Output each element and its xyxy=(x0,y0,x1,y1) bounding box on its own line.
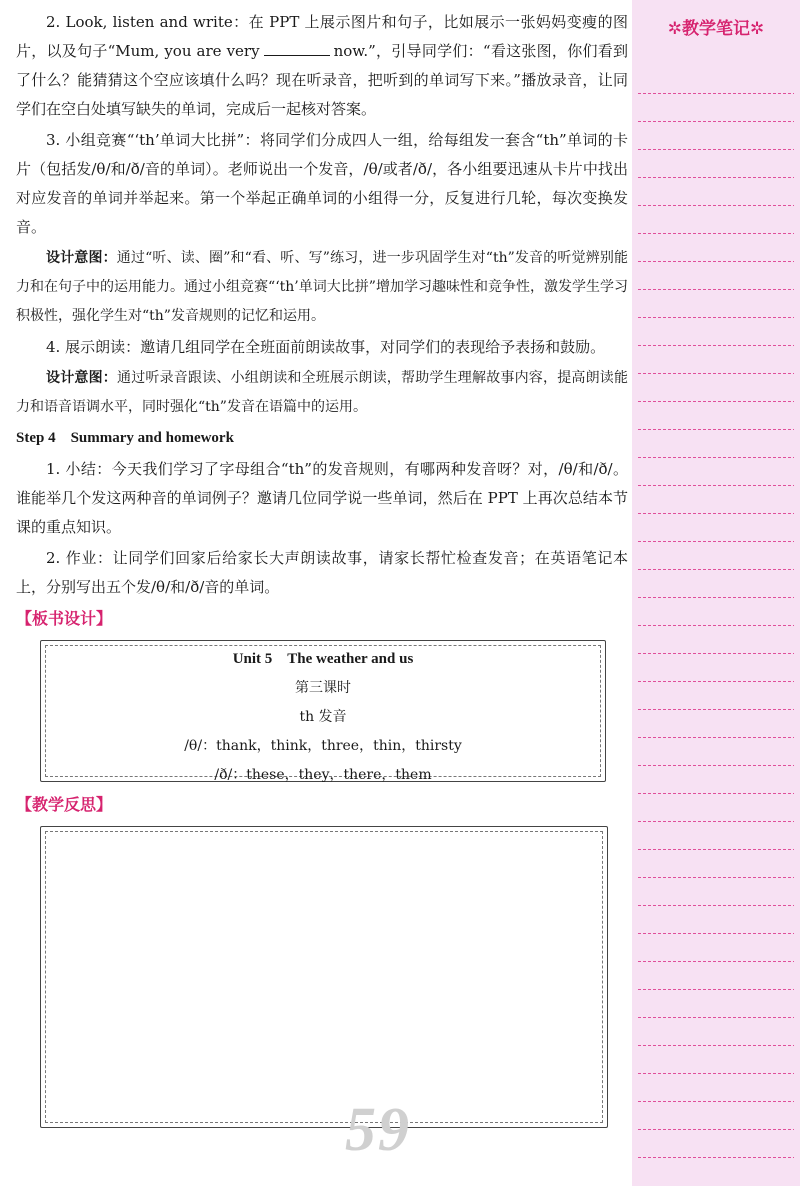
step4-heading: Step 4 Summary and homework xyxy=(16,430,234,446)
reflection-box[interactable] xyxy=(40,826,608,1128)
design-intent-1 xyxy=(16,244,628,331)
paragraph-summary: 1. 小结：今天我们学习了字母组合“th”的发音规则，有哪两种发音呀？对，/θ/和/ð/。谁能举几个发这两种音的单词例子？邀请几位同学说一些单词，然后在 PPT 上再次总结本节课的重点知识。 xyxy=(16,460,628,536)
board-lesson: 第三课时 xyxy=(295,680,351,696)
design-intent-2 xyxy=(16,364,628,422)
board-unit-title: Unit 5 The weather and us xyxy=(232,651,414,667)
design-intent-text: 通过听录音跟读、小组朗读和全班展示朗读，帮助学生理解故事内容，提高朗读能力和语音语调水平，同时强化“th”发音在语篇中的运用。 xyxy=(16,370,628,415)
paragraph-group-contest: 3. 小组竞赛“‘th’单词大比拼”：将同学们分成四人一组，给每组发一套含“th”单词的卡片（包括发/θ/和/ð/音的单词）。老师说出一个发音，/θ/或者/ð/，各小组要迅速从卡片中找出对应发音的单词并举起来。第一个举起正确单词的小组得一分，反复进行几轮，每次变换发音。 xyxy=(16,131,628,236)
board-theta-words: /θ/：thank，think，three，thin，thirsty xyxy=(184,738,462,754)
p1-text: 2. Look, listen and write：在 PPT 上展示图片和句子，比如展示一张妈妈变瘦的图片，以及句子“Mum, you are very xyxy=(16,13,628,60)
board-design-heading: 【板书设计】 xyxy=(16,609,113,628)
board-design-box xyxy=(40,640,606,782)
design-intent-text: 通过“听、读、圈”和“看、听、写”练习，进一步巩固学生对“th”发音的听觉辨别能力和在句子中的运用能力。通过小组竞赛“‘th’单词大比拼”增加学习趣味性和竞争性，激发学生学习积极性，强化学生对“th”发音规则的记忆和运用。 xyxy=(16,250,628,324)
fill-blank xyxy=(264,43,330,56)
design-intent-label: 设计意图： xyxy=(46,250,117,266)
notes-ruled-lines[interactable] xyxy=(638,66,794,1176)
paragraph-look-listen-write xyxy=(16,8,628,124)
reflection-heading: 【教学反思】 xyxy=(16,795,113,814)
notes-column xyxy=(632,0,800,1186)
design-intent-label: 设计意图： xyxy=(46,370,117,386)
board-topic: th 发音 xyxy=(299,709,347,725)
paragraph-show-reading: 4. 展示朗读：邀请几组同学在全班面前朗读故事，对同学们的表现给予表扬和鼓励。 xyxy=(46,338,606,356)
page-number: 59 xyxy=(345,1096,411,1164)
board-eth-words: /ð/：these，they，there，them xyxy=(214,767,432,783)
p1b-text: now.”，引导同学们：“看这张图，你们看到了什么？能猜猜这个空应该填什么吗？现在听录音，把听到的单词写下来。”播放录音，让同学们在空白处填写缺失的单词，完成后一起核对答案。 xyxy=(16,42,628,118)
notes-title: ✲教学笔记✲ xyxy=(667,19,765,39)
paragraph-homework: 2. 作业：让同学们回家后给家长大声朗读故事，请家长帮忙检查发音；在英语笔记本上，分别写出五个发/θ/和/ð/音的单词。 xyxy=(16,549,628,596)
main-content xyxy=(16,8,628,1128)
